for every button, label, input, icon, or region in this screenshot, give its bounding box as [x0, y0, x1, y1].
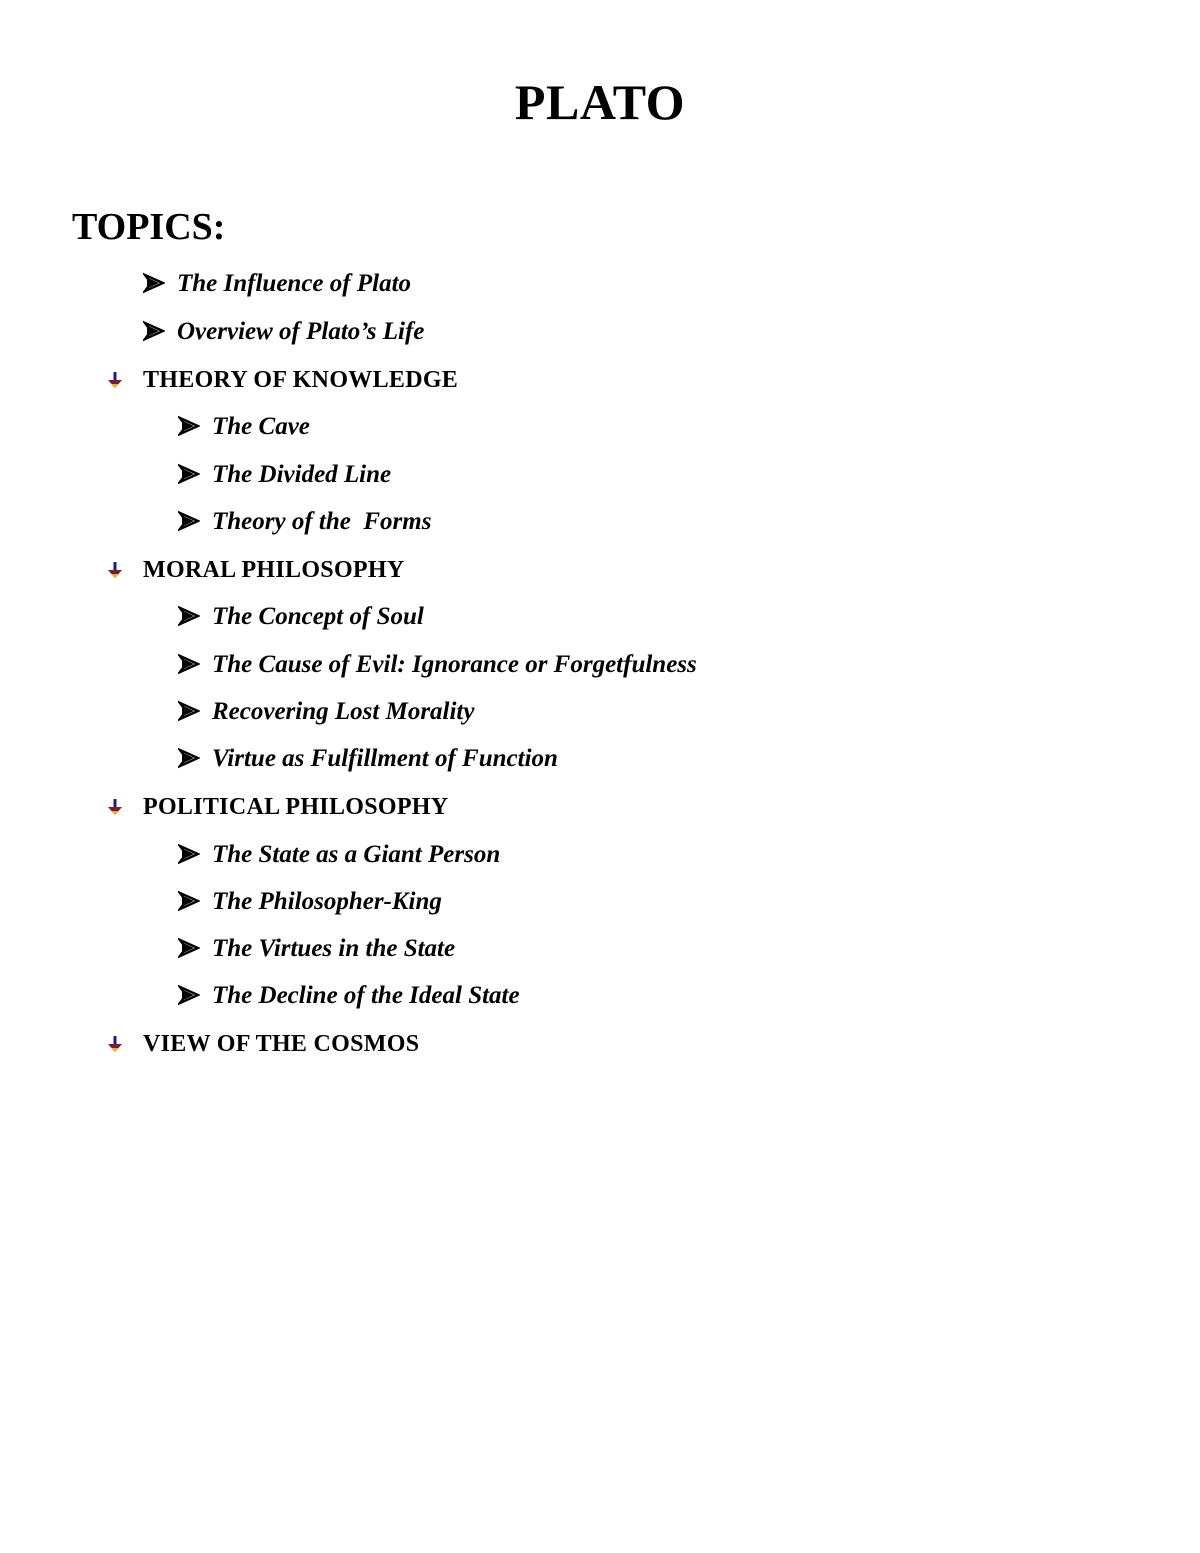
list-item-label: Virtue as Fulfillment of Function	[212, 745, 558, 772]
arrow-bullet-icon	[178, 747, 200, 769]
arrow-bullet-icon	[178, 890, 200, 912]
section-heading-label: THEORY OF KNOWLEDGE	[143, 367, 459, 393]
arrow-bullet-icon	[178, 415, 200, 437]
down-arrow-bullet-icon	[107, 1034, 123, 1054]
page-title: PLATO	[514, 74, 686, 130]
list-item-label: Overview of Plato’s Life	[177, 318, 425, 345]
list-item	[178, 884, 442, 920]
list-item	[178, 694, 474, 730]
list-item	[178, 837, 500, 873]
section-heading-label: VIEW OF THE COSMOS	[143, 1031, 420, 1057]
list-item	[143, 314, 424, 350]
section-heading-label: POLITICAL PHILOSOPHY	[143, 794, 449, 820]
list-item-label: Recovering Lost Morality	[212, 698, 475, 725]
section-heading-label: MORAL PHILOSOPHY	[143, 557, 405, 583]
arrow-bullet-icon	[178, 984, 200, 1006]
list-item	[178, 409, 310, 445]
list-item-label: The Concept of Soul	[212, 603, 424, 630]
section-heading	[107, 552, 405, 588]
list-item-label: The Virtues in the State	[212, 935, 456, 962]
list-item-label: The Cave	[212, 413, 310, 440]
section-heading	[107, 789, 448, 825]
section-heading	[107, 1026, 419, 1062]
arrow-bullet-icon	[178, 843, 200, 865]
list-item-label: Theory of the Forms	[212, 508, 432, 535]
arrow-bullet-icon	[178, 463, 200, 485]
arrow-bullet-icon	[143, 320, 165, 342]
down-arrow-bullet-icon	[107, 370, 123, 390]
arrow-bullet-icon	[178, 700, 200, 722]
list-item-label: The Influence of Plato	[177, 270, 412, 297]
list-item	[178, 599, 424, 635]
list-item-label: The Divided Line	[212, 461, 392, 488]
down-arrow-bullet-icon	[107, 560, 123, 580]
list-item	[178, 647, 697, 683]
arrow-bullet-icon	[178, 937, 200, 959]
list-item-label: The Cause of Evil: Ignorance or Forgetfulness	[212, 651, 697, 678]
list-item	[178, 741, 558, 777]
down-arrow-bullet-icon	[107, 797, 123, 817]
list-item-label: The State as a Giant Person	[212, 841, 501, 868]
arrow-bullet-icon	[178, 605, 200, 627]
arrow-bullet-icon	[178, 510, 200, 532]
list-item	[178, 457, 391, 493]
arrow-bullet-icon	[178, 653, 200, 675]
list-item	[178, 504, 431, 540]
topics-heading: TOPICS:	[72, 206, 226, 248]
list-item	[178, 931, 455, 967]
arrow-bullet-icon	[143, 272, 165, 294]
list-item	[143, 266, 411, 302]
list-item	[178, 978, 520, 1014]
list-item-label: The Philosopher-King	[212, 888, 442, 915]
list-item-label: The Decline of the Ideal State	[212, 982, 520, 1009]
section-heading	[107, 362, 458, 398]
